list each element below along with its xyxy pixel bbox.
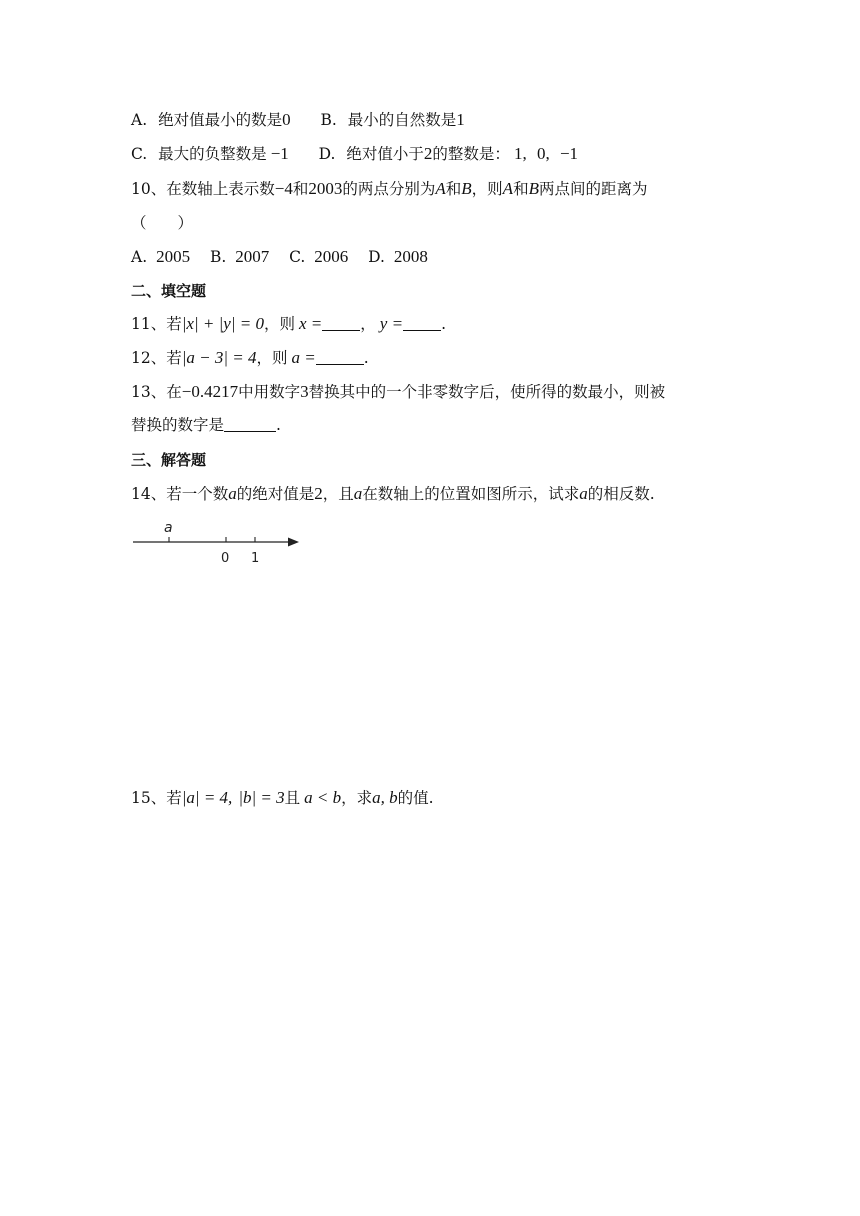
q13-line-2-text: 替换的数字是 (131, 416, 225, 434)
q10-tail: 两点间的距离为 (538, 180, 648, 198)
option-a-label: A. (131, 111, 148, 129)
q12-end: . (363, 349, 369, 367)
q14-text-4: 的相反数. (587, 485, 655, 503)
q12-a-label: a = (291, 348, 316, 367)
section-heading-fill-in: 二、填空题 (131, 282, 207, 300)
option-d-two: 2 (423, 144, 433, 163)
q10-and: 和 (292, 180, 309, 198)
q15-expression-1: |a| = 4, (181, 788, 233, 807)
q10-point-b: B (461, 179, 472, 198)
q10-and-3: 和 (513, 180, 529, 198)
q14-text-2: ，且 (322, 485, 354, 503)
q10-point-a-2: A (502, 179, 514, 198)
q10-option-d-value: 2008 (393, 247, 428, 266)
q14-var-a-2: a (353, 484, 363, 503)
q15-expression-2: |b| = 3 (238, 788, 285, 807)
q11-separator: ， (360, 315, 376, 333)
q10-option-b-value: 2007 (235, 247, 270, 266)
q12-expression: |a − 3| = 4 (181, 348, 257, 367)
q10-point-b-2: B (528, 179, 539, 198)
q9-options-row-2 (131, 143, 578, 165)
option-d-label: D. (318, 145, 336, 163)
q15-variables: a, b (372, 788, 398, 807)
q12-mid: ，则 (256, 349, 288, 367)
q11-y-blank (403, 314, 441, 331)
q13-mid: 中用数字 (238, 383, 301, 401)
q10-option-b-label: B. (209, 248, 227, 266)
q10-number-2: 2003 (308, 179, 343, 198)
q15-expression-3: a < b (304, 788, 342, 807)
q14-text-1: 的绝对值是 (236, 485, 315, 503)
option-a-value: 0 (282, 110, 291, 129)
q15-text-3: 的值. (397, 789, 434, 807)
option-b-value: 1 (456, 110, 465, 129)
q13-line-2 (131, 414, 281, 436)
q15-text-2: ，求 (341, 789, 373, 807)
option-c-value: −1 (270, 144, 289, 163)
q10-number-1: −4 (274, 179, 293, 198)
q14-text-3: 在数轴上的位置如图所示，试求 (362, 485, 580, 503)
q14-prefix: 14、若一个数 (131, 485, 229, 503)
q10-stem (131, 178, 647, 200)
option-c-text: 最大的负整数是 (158, 145, 267, 163)
q10-option-c-label: C. (289, 248, 306, 266)
q10-option-c-value: 2006 (314, 247, 349, 266)
option-d-text: 绝对值小于 (346, 145, 424, 163)
q9-options-row-1 (131, 109, 465, 131)
q14-var-a-3: a (579, 484, 588, 503)
q13-line-1 (131, 381, 665, 403)
q10-point-a: A (435, 179, 446, 198)
option-b-text: 最小的自然数是 (347, 111, 457, 129)
q12-blank (316, 348, 364, 365)
q12-prefix: 12、若 (131, 349, 182, 367)
q10-options (131, 246, 428, 268)
q13-tail: 替换其中的一个非零数字后，使所得的数最小，则被 (308, 383, 666, 401)
q11-prefix: 11、若 (131, 315, 182, 333)
q12 (131, 347, 369, 369)
q14 (131, 483, 655, 505)
q11 (131, 313, 446, 335)
option-b-label: B. (320, 111, 337, 129)
q11-mid: ，则 (263, 315, 295, 333)
option-a-text: 绝对值最小的数是 (158, 111, 283, 129)
q13-prefix: 13、在 (131, 383, 182, 401)
q15 (131, 787, 434, 809)
q13-number: −0.4217 (181, 382, 239, 401)
option-c-label: C. (131, 145, 148, 163)
q10-option-a-label: A. (131, 248, 148, 266)
tick-0-label: 0 (221, 551, 230, 566)
q10-option-a-value: 2005 (156, 247, 191, 266)
q11-end: . (441, 315, 446, 333)
point-a-label: a (164, 520, 173, 536)
option-d-value: 1, 0, −1 (513, 144, 579, 163)
q14-two: 2 (314, 484, 323, 503)
q10-answer-paren: （ ） (131, 214, 194, 232)
q11-x-label: x = (298, 314, 323, 333)
q15-text-1: 且 (284, 789, 301, 807)
tick-1-label: 1 (251, 551, 260, 566)
q13-blank (224, 415, 276, 432)
q13-end: . (276, 416, 281, 434)
q11-expression: |x| + |y| = 0 (181, 314, 264, 333)
q10-and-2: 和 (445, 180, 462, 198)
q13-digit-three: 3 (300, 382, 309, 401)
q10-comma: ，则 (471, 180, 503, 198)
q10-mid: 的两点分别为 (342, 180, 436, 198)
number-line-arrow (288, 538, 299, 547)
q11-x-blank (322, 314, 360, 331)
option-d-text2: 的整数是： (432, 145, 510, 163)
number-line-figure (131, 518, 311, 568)
q15-prefix: 15、若 (131, 789, 182, 807)
q10-prefix: 10、在数轴上表示数 (131, 180, 275, 198)
q11-y-label: y = (379, 314, 404, 333)
q14-var-a-1: a (228, 484, 237, 503)
section-heading-answer: 三、解答题 (131, 451, 207, 469)
q10-option-d-label: D. (368, 248, 385, 266)
